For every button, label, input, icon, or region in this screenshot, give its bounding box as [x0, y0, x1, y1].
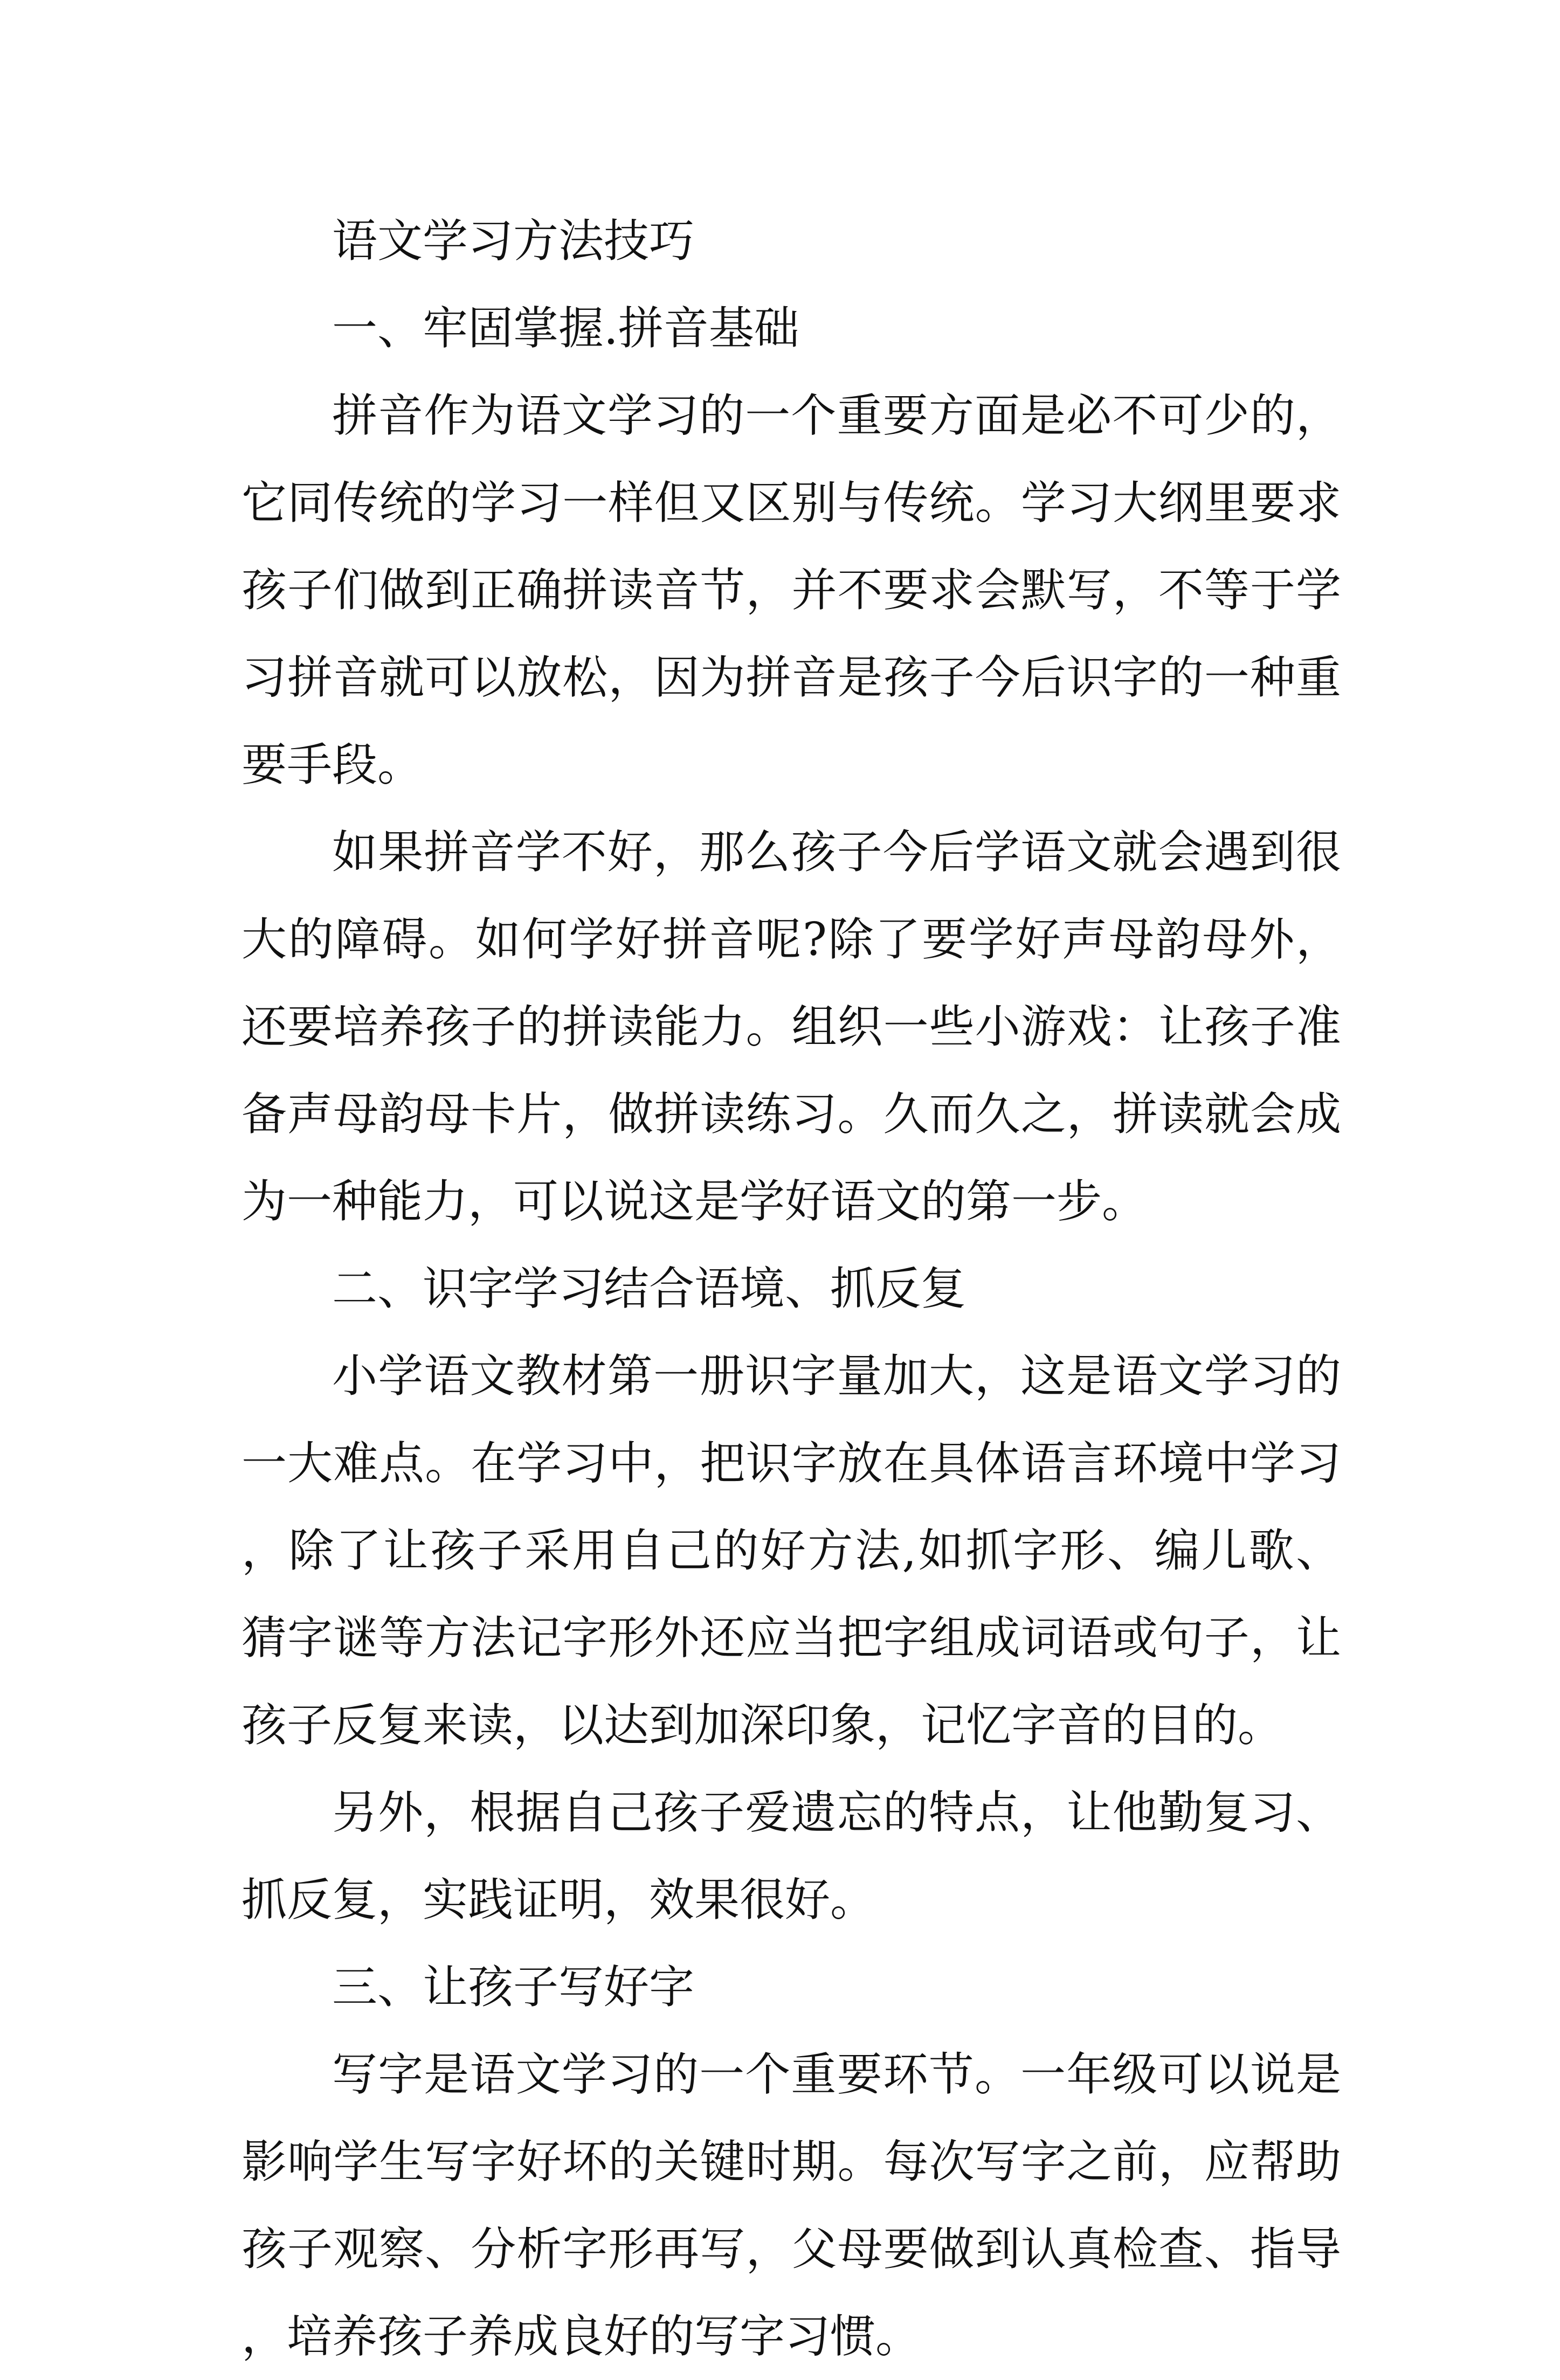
body-paragraph: 小学语文教材第一册识字量加大，这是语文学习的一大难点。在学习中，把识字放在具体语言环境中学习，除了让孩子采用自己的好方法,如抓字形、编儿歌、猜字谜等方法记字形外还应当把字组成词语或句子，让孩子反复来读，以达到加深印象，记忆字音的目的。 [241, 1350, 1341, 1752]
body-paragraph: 写字是语文学习的一个重要环节。一年级可以说是影响学生写字好坏的关键时期。每次写字之前，应帮助孩子观察、分析字形再写，父母要做到认真检查、指导，培养孩子养成良好的写字习惯。 [241, 2048, 1341, 2363]
body-paragraph: 拼音作为语文学习的一个重要方面是必不可少的，它同传统的学习一样但又区别与传统。学习大纲里要求孩子们做到正确拼读音节，并不要求会默写，不等于学习拼音就可以放松，因为拼音是孩子今后识字的一种重要手段。 [241, 389, 1341, 791]
section-heading-3: 三、让孩子写好字 [332, 1961, 695, 2014]
body-paragraph: 另外，根据自己孩子爱遗忘的特点，让他勤复习、抓反复，实践证明，效果很好。 [241, 1786, 1341, 1926]
body-paragraph: 如果拼音学不好，那么孩子今后学语文就会遇到很大的障碍。如何学好拼音呢?除了要学好声母韵母外，还要培养孩子的拼读能力。组织一些小游戏：让孩子准备声母韵母卡片，做拼读练习。久而久之，拼读就会成为一种能力，可以说这是学好语文的第一步。 [241, 826, 1341, 1228]
document-body [241, 197, 1341, 2380]
section-heading-2: 二、识字学习结合语境、抓反复 [332, 1262, 967, 1315]
section-heading-1: 一、牢固掌握.拼音基础 [332, 302, 799, 355]
document-title: 语文学习方法技巧 [332, 215, 695, 267]
